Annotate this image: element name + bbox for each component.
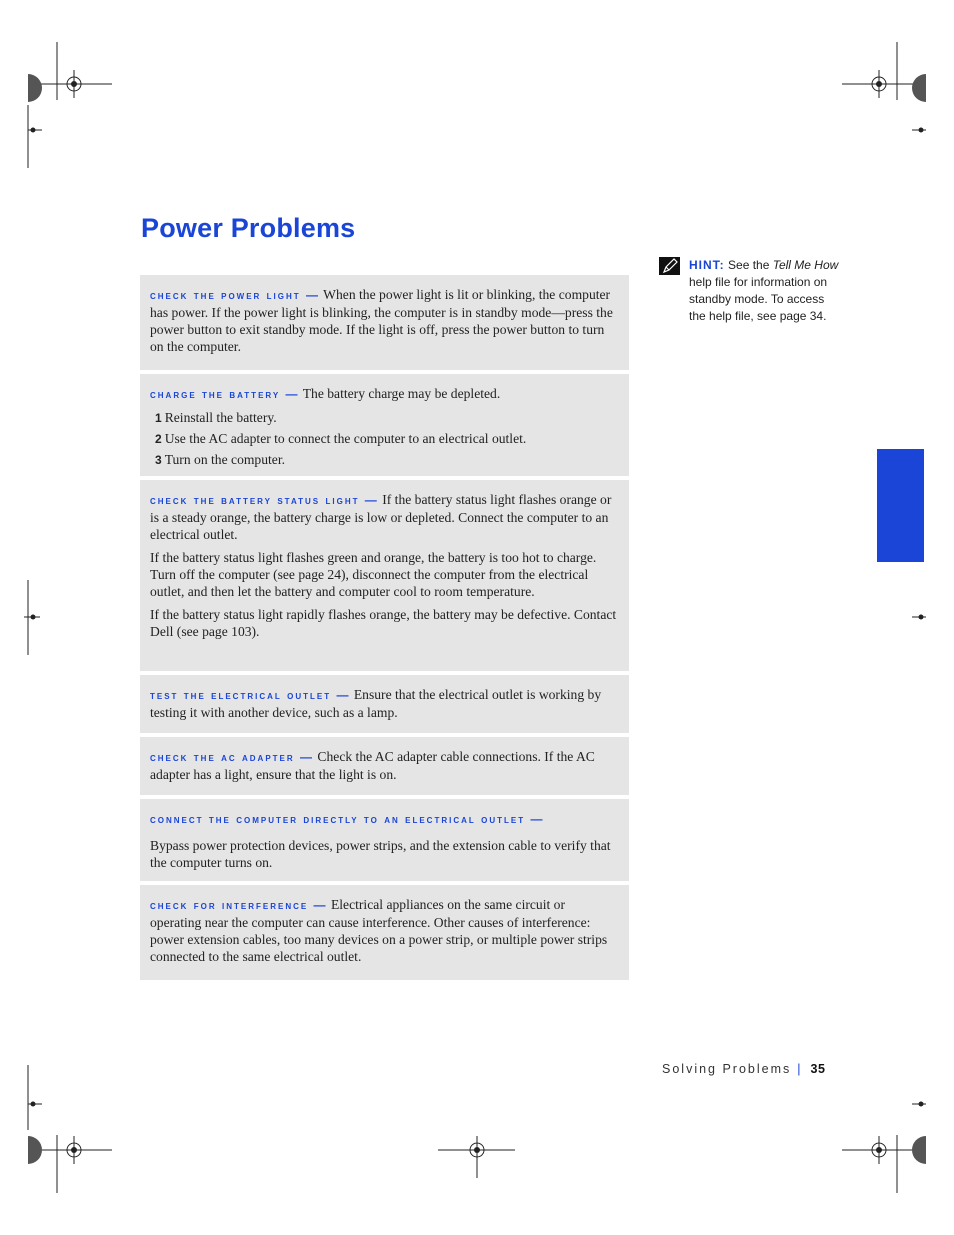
hint-note [689, 257, 839, 325]
tip-box-interference [140, 885, 629, 980]
tip-heading: check the power light — [150, 288, 320, 302]
tip-box-power-light [140, 275, 629, 370]
tip-box-charge-battery [140, 374, 629, 476]
page-footer [662, 1062, 825, 1076]
page-number: 35 [810, 1062, 826, 1076]
step-number: 2 [155, 432, 162, 446]
tip-box-direct-outlet [140, 799, 629, 881]
tip-text: Check the AC adapter cable connections. If the AC adapter has a light, ensure that the light is on. [150, 749, 595, 782]
step-text: Reinstall the battery. [164, 410, 277, 425]
hint-text-after: help file for information on standby mode. To access the help file, see page 34. [689, 275, 828, 323]
tip-heading: test the electrical outlet — [150, 688, 351, 702]
tip-text: When the power light is lit or blinking, the computer has power. If the power light is blinking, the computer is in standby mode—press the power button to exit standby mode. If the light is off, press the power button to turn on the computer. [150, 287, 613, 354]
step-item [155, 451, 619, 469]
tip-box-battery-status-light [140, 480, 629, 671]
tip-text: If the battery status light flashes orange or is a steady orange, the battery charge is low or depleted. Connect the computer to an electrical outlet. [150, 492, 612, 542]
tip-heading: check the battery status light — [150, 493, 379, 507]
step-item [155, 430, 619, 448]
step-number: 1 [155, 411, 162, 425]
tip-heading: connect the computer directly to an electrical outlet — [150, 812, 545, 826]
tip-heading: check the ac adapter — [150, 750, 315, 764]
tip-box-electrical-outlet [140, 675, 629, 733]
step-text: Use the AC adapter to connect the computer to an electrical outlet. [164, 431, 527, 446]
tip-text: If the battery status light rapidly flashes orange, the battery may be defective. Contact Dell (see page 103). [150, 607, 617, 639]
tip-text: Bypass power protection devices, power strips, and the extension cable to verify that the computer turns on. [150, 838, 611, 870]
tip-heading: charge the battery — [150, 387, 300, 401]
hint-text-before: See the [728, 258, 770, 272]
note-pencil-icon [659, 257, 680, 275]
tip-text: Electrical appliances on the same circuit or operating near the computer can cause interference. Other causes of interference: power extension cables, too many devices on a power strip, or multiple power strips connected to the same electrical outlet. [150, 897, 608, 964]
tip-heading: check for interference — [150, 898, 328, 912]
tip-box-ac-adapter [140, 737, 629, 795]
tip-text: If the battery status light flashes green and orange, the battery is too hot to charge. Turn off the computer (see page 24), disconnect the computer from the electrical outlet, and then let the battery and computer cool to room temperature. [150, 550, 597, 599]
step-text: Turn on the computer. [164, 452, 286, 467]
hint-label: HINT: [689, 258, 725, 272]
tip-text: The battery charge may be depleted. [302, 386, 501, 401]
page-title: Power Problems [141, 213, 356, 243]
footer-separator: | [797, 1062, 803, 1076]
step-item [155, 409, 619, 427]
chapter-tab [877, 449, 924, 562]
footer-section-title: Solving Problems [662, 1062, 792, 1076]
tip-text: Ensure that the electrical outlet is working by testing it with another device, such as a lamp. [150, 687, 602, 720]
step-number: 3 [155, 453, 162, 467]
hint-help-file-name: Tell Me How [772, 258, 839, 272]
